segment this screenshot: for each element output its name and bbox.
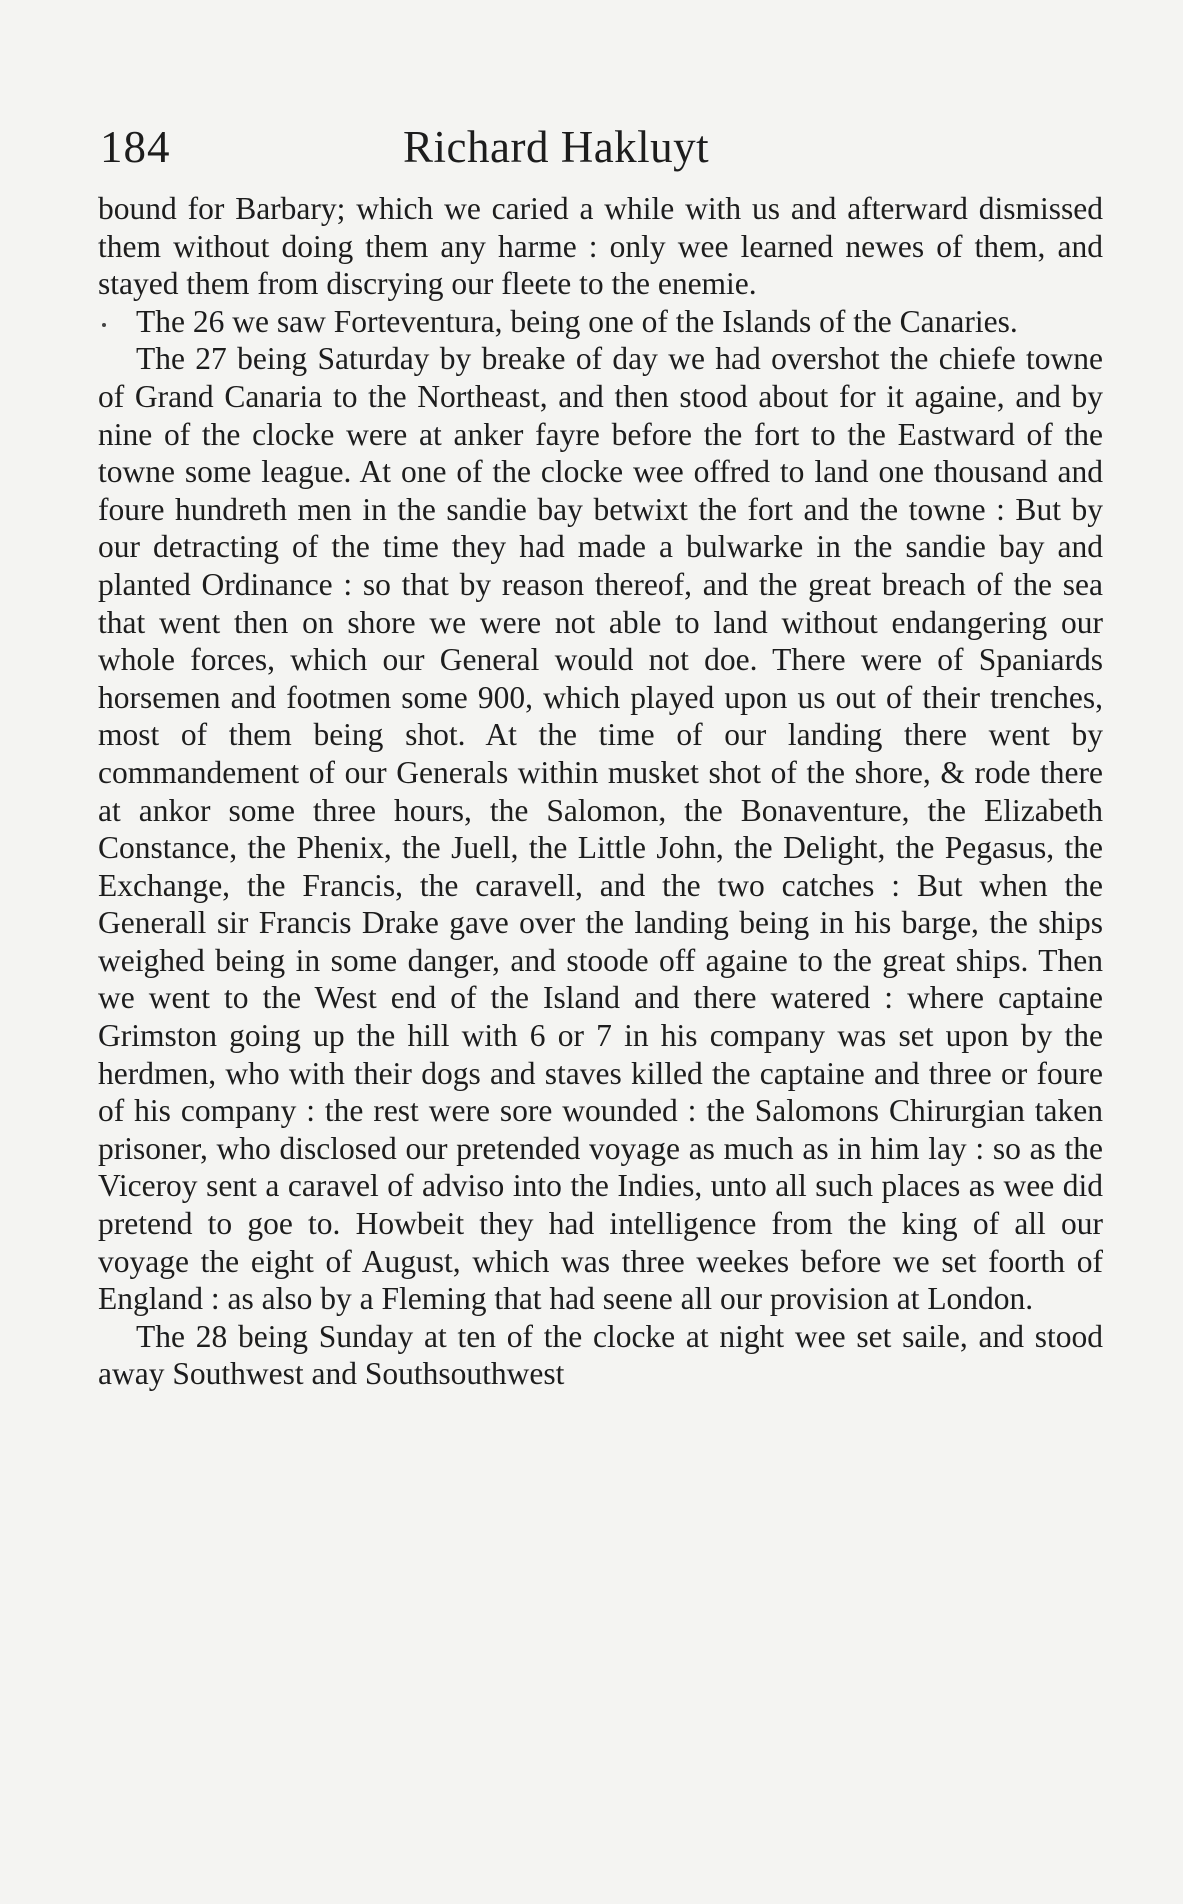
running-title: Richard Hakluyt — [403, 122, 710, 172]
margin-mark — [102, 323, 106, 327]
paragraph-4: The 28 being Sunday at ten of the clocke at night wee set saile, and stood away Southwest and Southsouthwest — [98, 1318, 1103, 1392]
book-page — [98, 118, 1103, 1392]
page-header — [98, 118, 1103, 178]
paragraph-2-text: The 26 we saw Forteventura, being one of the Islands of the Canaries. — [136, 303, 1018, 339]
paragraph-2 — [98, 303, 1103, 341]
paragraph-3: The 27 being Saturday by breake of day we had overshot the chiefe towne of Grand Canaria to the Northeast, and then stood about for it againe, and by nine of the clocke were at anker fayre before the fort to the Eastward of the towne some league. At one of the clocke wee offred to land one thousand and foure hundreth men in the sandie bay betwixt the fort and the towne : But by our detracting of the time they had made a bulwarke in the sandie bay and planted Ordinance : so that by reason thereof, and the great breach of the sea that went then on shore we were not able to land without endangering our whole forces, which our General would not doe. There were of Spaniards horsemen and footmen some 900, which played upon us out of their trenches, most of them being shot. At the time of our landing there went by commandement of our Generals within musket shot of the shore, & rode there at ankor some three hours, the Salomon, the Bonaventure, the Elizabeth Constance, the Phenix, the Juell, the Little John, the Delight, the Pegasus, the Exchange, the Francis, the caravell, and the two catches : But when the Generall sir Francis Drake gave over the landing being in his barge, the ships weighed being in some danger, and stoode off againe to the great ships. Then we went to the West end of the Island and there watered : where captaine Grimston going up the hill with 6 or 7 in his company was set upon by the herdmen, who with their dogs and staves killed the captaine and three or foure of his company : the rest were sore wounded : the Salomons Chirurgian taken prisoner, who disclosed our pretended voyage as much as in him lay : so as the Viceroy sent a caravel of adviso into the Indies, unto all such places as wee did pretend to goe to. Howbeit they had intelligence from the king of all our voyage the eight of August, which was three weekes before we set foorth of England : as also by a Fleming that had seene all our provision at London. — [98, 341, 1103, 1317]
page-number: 184 — [100, 122, 171, 172]
body-text — [98, 190, 1103, 1393]
paragraph-1: bound for Barbary; which we caried a while with us and afterward dismissed them without doing them any harme : only wee learned newes of them, and stayed them from discrying our fleete to the enemie. — [98, 191, 1103, 302]
